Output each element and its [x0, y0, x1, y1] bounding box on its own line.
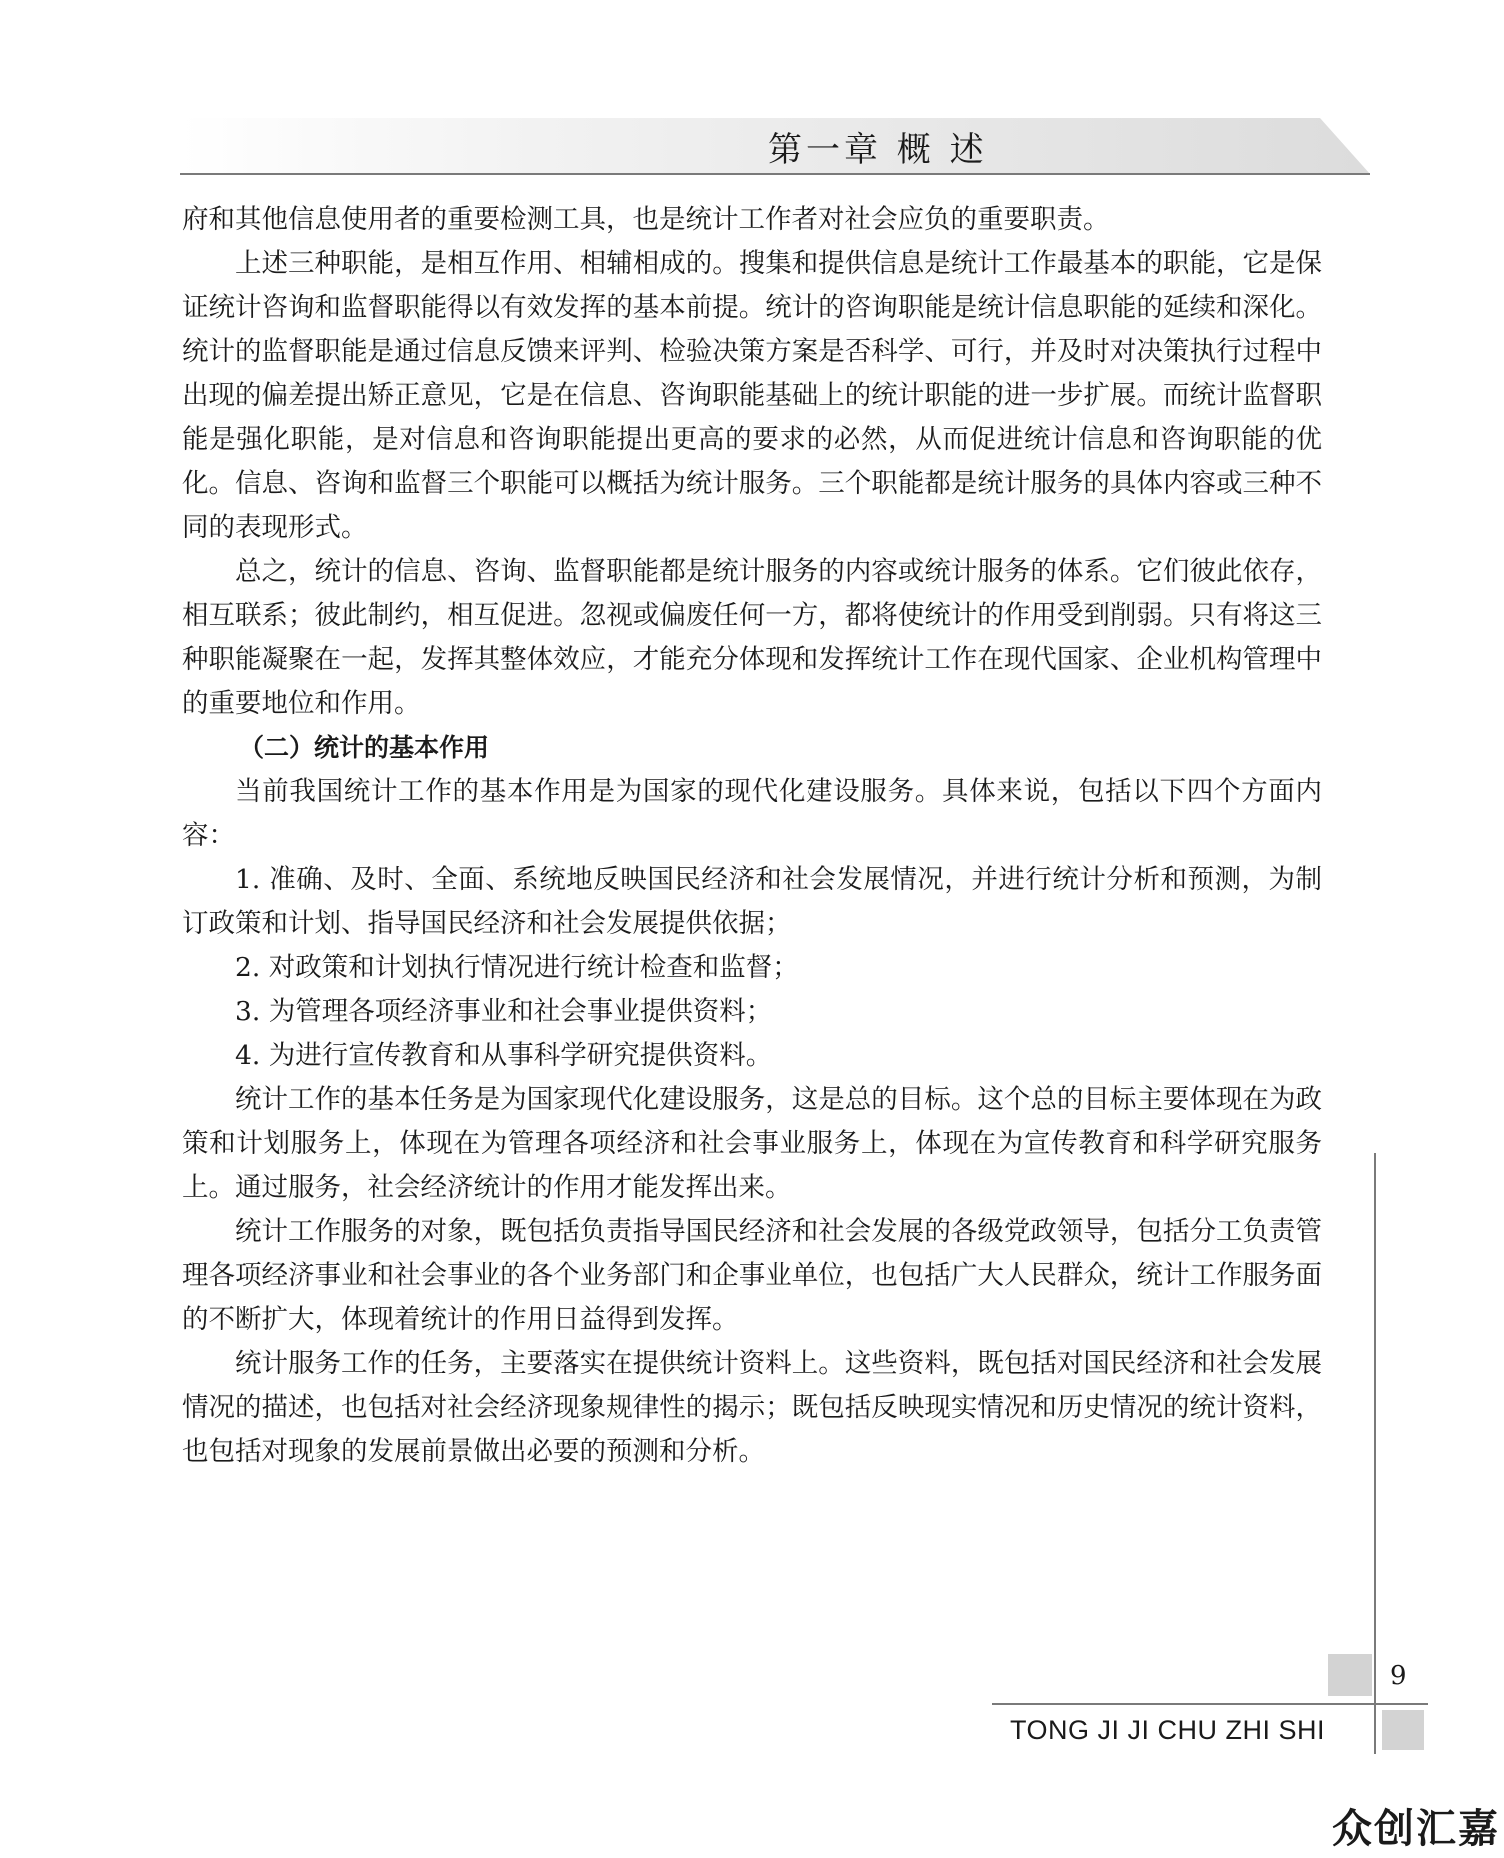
- footer-box: [1382, 1710, 1424, 1750]
- body-text: [182, 198, 1322, 1474]
- page-number: 9: [1390, 1661, 1407, 1691]
- page-number-box: [1328, 1654, 1372, 1696]
- paragraph: 总之，统计的信息、咨询、监督职能都是统计服务的内容或统计服务的体系。它们彼此依存，相互联系；彼此制约，相互促进。忽视或偏废任何一方，都将使统计的作用受到削弱。只有将这三种职能凝聚在一起，发挥其整体效应，才能充分体现和发挥统计工作在现代国家、企业机构管理中的重要地位和作用。: [182, 556, 1322, 719]
- list-item: 4. 为进行宣传教育和从事科学研究提供资料。: [235, 1040, 773, 1071]
- paragraph-continued: 府和其他信息使用者的重要检测工具，也是统计工作者对社会应负的重要职责。: [182, 204, 1110, 235]
- series-title: TONG JI JI CHU ZHI SHI: [1010, 1715, 1326, 1745]
- footer-rule: [992, 1703, 1428, 1705]
- list-item: 3. 为管理各项经济事业和社会事业提供资料；: [235, 996, 773, 1027]
- section-heading: （二）统计的基本作用: [239, 733, 490, 762]
- list-item: 2. 对政策和计划执行情况进行统计检查和监督；: [235, 952, 799, 983]
- paragraph: 统计工作服务的对象，既包括负责指导国民经济和社会发展的各级党政领导，包括分工负责管理各项经济事业和社会事业的各个业务部门和企事业单位，也包括广大人民群众，统计工作服务面的不断扩大，体现着统计的作用日益得到发挥。: [182, 1216, 1322, 1335]
- paragraph: 上述三种职能，是相互作用、相辅相成的。搜集和提供信息是统计工作最基本的职能，它是保证统计咨询和监督职能得以有效发挥的基本前提。统计的咨询职能是统计信息职能的延续和深化。统计的监督职能是通过信息反馈来评判、检验决策方案是否科学、可行，并及时对决策执行过程中出现的偏差提出矫正意见，它是在信息、咨询职能基础上的统计职能的进一步扩展。而统计监督职能是强化职能，是对信息和咨询职能提出更高的要求的必然，从而促进统计信息和咨询职能的优化。信息、咨询和监督三个职能可以概括为统计服务。三个职能都是统计服务的具体内容或三种不同的表现形式。: [182, 248, 1322, 543]
- paragraph: 统计工作的基本任务是为国家现代化建设服务，这是总的目标。这个总的目标主要体现在为政策和计划服务上，体现在为管理各项经济和社会事业服务上，体现在为宣传教育和科学研究服务上。通过服务，社会经济统计的作用才能发挥出来。: [182, 1084, 1322, 1203]
- header-rule: [180, 173, 1370, 175]
- list-item: 1. 准确、及时、全面、系统地反映国民经济和社会发展情况，并进行统计分析和预测，为制订政策和计划、指导国民经济和社会发展提供依据；: [182, 864, 1322, 939]
- footer-vertical-rule: [1374, 1153, 1376, 1754]
- chapter-title: 第一章 概 述: [768, 130, 988, 170]
- watermark: 众创汇嘉: [1332, 1806, 1500, 1852]
- paragraph: 当前我国统计工作的基本作用是为国家的现代化建设服务。具体来说，包括以下四个方面内容：: [182, 776, 1322, 851]
- paragraph: 统计服务工作的任务，主要落实在提供统计资料上。这些资料，既包括对国民经济和社会发展情况的描述，也包括对社会经济现象规律性的揭示；既包括反映现实情况和历史情况的统计资料，也包括对现象的发展前景做出必要的预测和分析。: [182, 1348, 1322, 1467]
